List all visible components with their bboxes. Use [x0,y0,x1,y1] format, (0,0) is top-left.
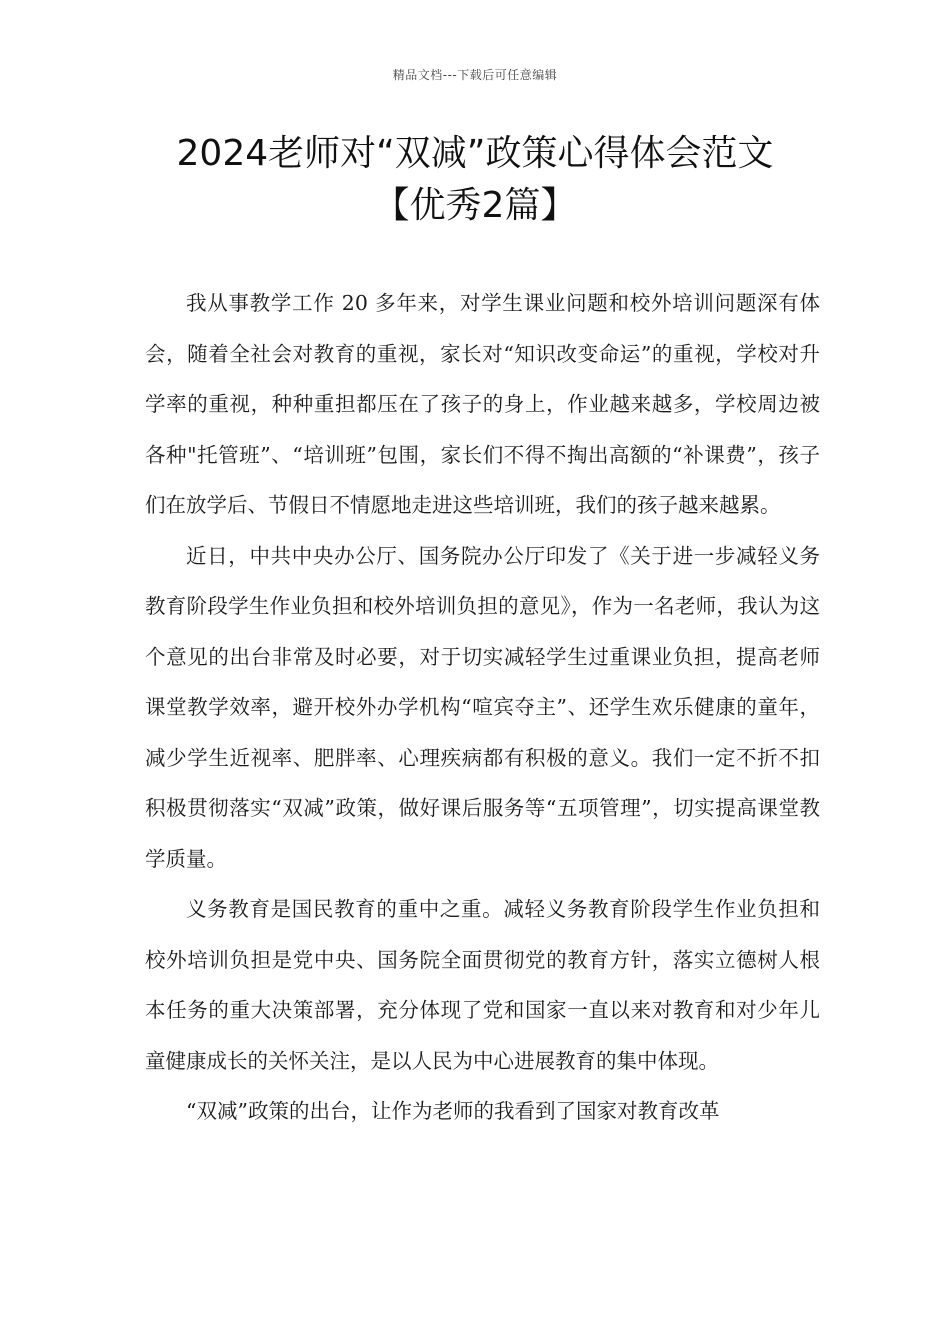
header-note: 精品文档---下载后可任意编辑 [392,68,558,82]
paragraph-3: 义务教育是国民教育的重中之重。减轻义务教育阶段学生作业负担和校外培训负担是党中央、国务院全面贯彻党的教育方针，落实立德树人根本任务的重大决策部署，充分体现了党和国家一直以来对教育和对少年儿童健康成长的关怀关注，是以人民为中心进展教育的集中体现。 [145,897,820,1073]
paragraph-4: “双减”政策的出台，让作为老师的我看到了国家对教育改革 [186,1099,720,1123]
title-line-2: 【优秀2篇】 [373,185,577,226]
title-line-1: 2024老师对“双减”政策心得体会范文 [176,133,774,174]
paragraph-2: 近日，中共中央办公厅、国务院办公厅印发了《关于进一步减轻义务教育阶段学生作业负担和校外培训负担的意见》，作为一名老师，我认为这个意见的出台非常及时必要，对于切实减轻学生过重课业负担，提高老师课堂教学效率，避开校外办学机构“喧宾夺主”、还学生欢乐健康的童年，减少学生近视率、肥胖率、心理疾病都有积极的意义。我们一定不折不扣积极贯彻落实“双减”政策，做好课后服务等“五项管理”，切实提高课堂教学质量。 [145,543,820,871]
paragraph-1: 我从事教学工作 20 多年来，对学生课业问题和校外培训问题深有体会，随着全社会对教育的重视，家长对“知识改变命运”的重视，学校对升学率的重视，种种重担都压在了孩子的身上，作业越来越多，学校周边被各种"托管班”、“培训班”包围，家长们不得不掏出高额的“补课费”，孩子们在放学后、节假日不情愿地走进这些培训班，我们的孩子越来越累。 [145,291,820,517]
document-title [90,128,860,232]
document-body [145,278,820,1137]
